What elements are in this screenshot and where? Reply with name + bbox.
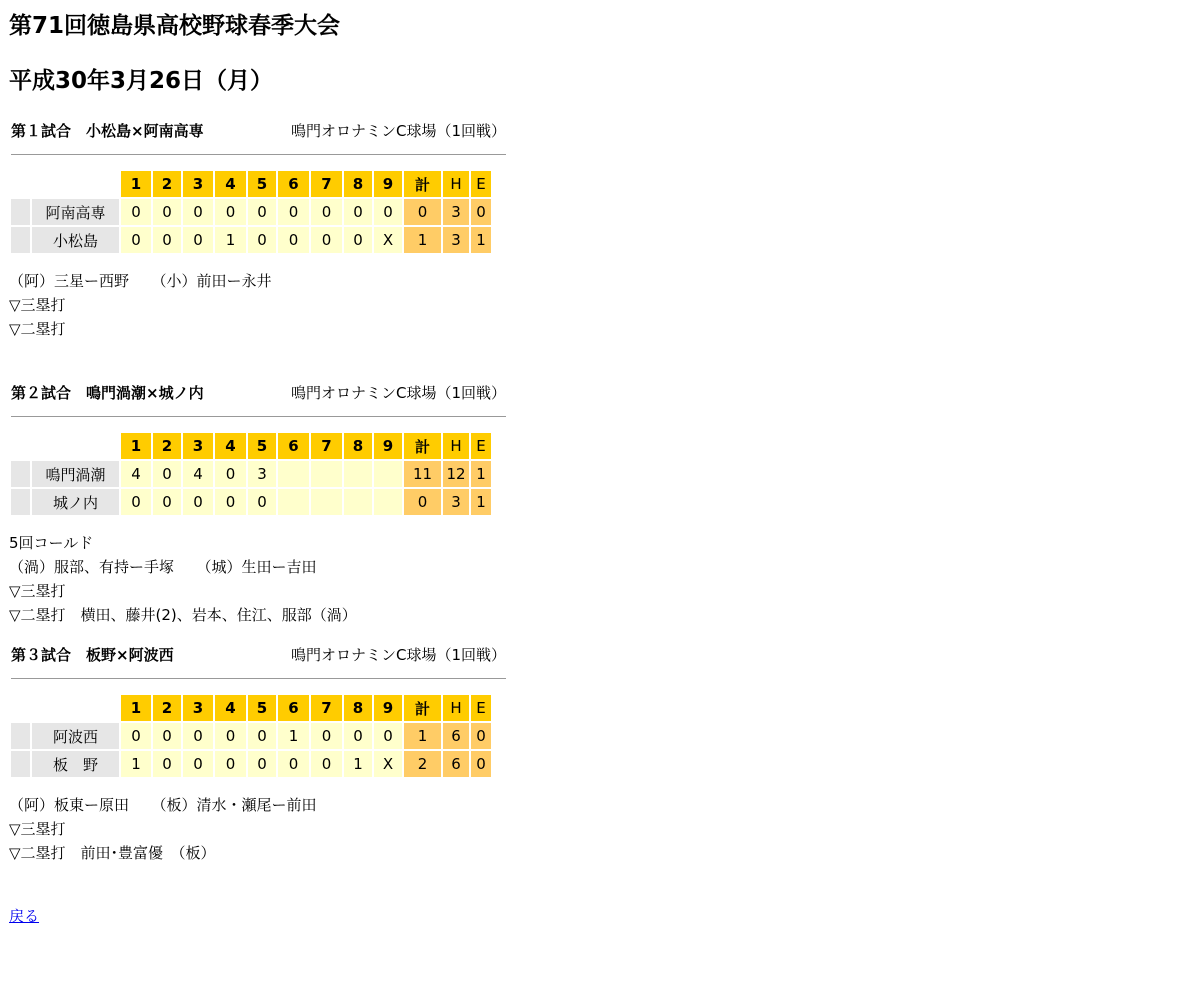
divider xyxy=(11,678,506,679)
note-line: 5回コールド xyxy=(9,534,94,552)
scoreboard-header-row xyxy=(11,171,491,197)
inning-score: 0 xyxy=(311,723,342,749)
game-block xyxy=(9,382,509,512)
inning-score: 0 xyxy=(248,199,276,225)
inning-score: 0 xyxy=(183,489,213,515)
inning-header: 6 xyxy=(278,171,309,197)
row-marker xyxy=(11,461,30,487)
score-row xyxy=(11,489,491,515)
game-header xyxy=(9,644,506,666)
hits-value: 3 xyxy=(443,489,469,515)
inning-header: 4 xyxy=(215,695,246,721)
game-header xyxy=(9,120,506,142)
game-notes xyxy=(9,531,357,627)
page xyxy=(0,0,1200,107)
scoreboard-header-row xyxy=(11,433,491,459)
errors-header: E xyxy=(471,171,491,197)
page-date: 平成30年3月26日（月） xyxy=(9,68,274,94)
inning-score: 0 xyxy=(278,199,309,225)
note-line: ▽二塁打 横田、藤井(2)、岩本、住江、服部（渦） xyxy=(9,606,357,624)
note-line: （渦）服部、有持ー手塚 （城）生田ー吉田 xyxy=(9,558,317,576)
header-blank-cell xyxy=(11,433,30,459)
inning-score xyxy=(344,461,372,487)
hits-value: 6 xyxy=(443,723,469,749)
inning-header: 6 xyxy=(278,433,309,459)
inning-score: 0 xyxy=(121,227,151,253)
score-row xyxy=(11,461,491,487)
inning-header: 6 xyxy=(278,695,309,721)
row-marker xyxy=(11,489,30,515)
inning-header: 7 xyxy=(311,171,342,197)
inning-score: 0 xyxy=(248,489,276,515)
row-marker xyxy=(11,723,30,749)
inning-header: 8 xyxy=(344,171,372,197)
inning-header: 1 xyxy=(121,433,151,459)
inning-header: 7 xyxy=(311,433,342,459)
inning-score: 0 xyxy=(121,723,151,749)
total-value: 0 xyxy=(404,199,441,225)
header-blank-cell xyxy=(11,695,30,721)
game-venue: 鳴門オロナミンC球場（1回戦） xyxy=(290,384,506,402)
game-block xyxy=(9,120,509,250)
errors-value: 1 xyxy=(471,227,491,253)
inning-score: 0 xyxy=(215,489,246,515)
note-line: ▽三塁打 xyxy=(9,820,66,838)
inning-score: 0 xyxy=(153,489,181,515)
page-title: 第71回徳島県高校野球春季大会 xyxy=(9,13,341,39)
inning-header: 5 xyxy=(248,171,276,197)
row-marker xyxy=(11,751,30,777)
total-header: 計 xyxy=(404,433,441,459)
game-title: 第３試合 板野×阿波西 xyxy=(11,646,174,664)
total-value: 2 xyxy=(404,751,441,777)
inning-header: 2 xyxy=(153,433,181,459)
inning-score xyxy=(344,489,372,515)
row-marker xyxy=(11,199,30,225)
errors-value: 0 xyxy=(471,199,491,225)
inning-score xyxy=(374,461,402,487)
inning-score: 3 xyxy=(248,461,276,487)
inning-score: 0 xyxy=(311,751,342,777)
inning-score: 1 xyxy=(121,751,151,777)
inning-score: 0 xyxy=(248,227,276,253)
total-header: 計 xyxy=(404,695,441,721)
inning-score: 0 xyxy=(248,751,276,777)
inning-score xyxy=(311,489,342,515)
note-line: （阿）三星ー西野 （小）前田ー永井 xyxy=(9,272,272,290)
game-block xyxy=(9,644,509,774)
scoreboard-table xyxy=(9,169,493,255)
inning-score: 0 xyxy=(183,199,213,225)
inning-score xyxy=(374,489,402,515)
inning-score: 0 xyxy=(344,199,372,225)
divider xyxy=(11,416,506,417)
inning-score xyxy=(311,461,342,487)
header-blank-cell xyxy=(32,433,119,459)
inning-score: 1 xyxy=(215,227,246,253)
hits-header: H xyxy=(443,695,469,721)
inning-score: 0 xyxy=(215,461,246,487)
total-value: 0 xyxy=(404,489,441,515)
inning-score: 0 xyxy=(183,723,213,749)
inning-header: 7 xyxy=(311,695,342,721)
game-header xyxy=(9,382,506,404)
team-name: 鳴門渦潮 xyxy=(32,461,119,487)
hits-value: 12 xyxy=(443,461,469,487)
note-line: ▽三塁打 xyxy=(9,296,66,314)
team-name: 阿南高専 xyxy=(32,199,119,225)
game-notes xyxy=(9,269,272,341)
inning-score: X xyxy=(374,227,402,253)
errors-value: 0 xyxy=(471,723,491,749)
inning-score: 0 xyxy=(183,227,213,253)
errors-value: 0 xyxy=(471,751,491,777)
score-row xyxy=(11,751,491,777)
note-line: ▽三塁打 xyxy=(9,582,66,600)
inning-score: 4 xyxy=(121,461,151,487)
inning-header: 4 xyxy=(215,171,246,197)
hits-value: 3 xyxy=(443,199,469,225)
inning-header: 8 xyxy=(344,433,372,459)
inning-header: 3 xyxy=(183,171,213,197)
inning-score: 0 xyxy=(153,751,181,777)
inning-score: 4 xyxy=(183,461,213,487)
inning-header: 5 xyxy=(248,695,276,721)
game-venue: 鳴門オロナミンC球場（1回戦） xyxy=(290,646,506,664)
inning-header: 3 xyxy=(183,695,213,721)
inning-header: 5 xyxy=(248,433,276,459)
inning-header: 9 xyxy=(374,695,402,721)
total-value: 1 xyxy=(404,227,441,253)
inning-score: 0 xyxy=(153,227,181,253)
inning-header: 2 xyxy=(153,695,181,721)
back-link[interactable]: 戻る xyxy=(9,907,40,925)
inning-score: 0 xyxy=(153,723,181,749)
note-line: ▽二塁打 xyxy=(9,320,66,338)
inning-score xyxy=(278,489,309,515)
inning-header: 1 xyxy=(121,171,151,197)
inning-score: 0 xyxy=(248,723,276,749)
total-header: 計 xyxy=(404,171,441,197)
inning-header: 9 xyxy=(374,433,402,459)
errors-header: E xyxy=(471,695,491,721)
scoreboard-table xyxy=(9,431,493,517)
errors-value: 1 xyxy=(471,489,491,515)
inning-score: 0 xyxy=(215,723,246,749)
inning-score: 0 xyxy=(311,227,342,253)
errors-value: 1 xyxy=(471,461,491,487)
inning-score: 0 xyxy=(344,723,372,749)
hits-header: H xyxy=(443,433,469,459)
team-name: 城ノ内 xyxy=(32,489,119,515)
inning-score: 0 xyxy=(183,751,213,777)
inning-score: 0 xyxy=(153,199,181,225)
header-blank-cell xyxy=(32,695,119,721)
row-marker xyxy=(11,227,30,253)
inning-header: 3 xyxy=(183,433,213,459)
game-title: 第１試合 小松島×阿南高専 xyxy=(11,122,204,140)
errors-header: E xyxy=(471,433,491,459)
header-blank-cell xyxy=(11,171,30,197)
team-name: 阿波西 xyxy=(32,723,119,749)
inning-score: 0 xyxy=(215,751,246,777)
inning-score: 0 xyxy=(121,199,151,225)
header-blank-cell xyxy=(32,171,119,197)
inning-score: 0 xyxy=(374,723,402,749)
inning-score: 1 xyxy=(278,723,309,749)
game-notes xyxy=(9,793,317,865)
inning-score: 0 xyxy=(278,751,309,777)
inning-score xyxy=(278,461,309,487)
total-value: 11 xyxy=(404,461,441,487)
inning-score: 1 xyxy=(344,751,372,777)
inning-header: 8 xyxy=(344,695,372,721)
scoreboard-table xyxy=(9,693,493,779)
team-name: 板 野 xyxy=(32,751,119,777)
inning-score: 0 xyxy=(121,489,151,515)
inning-score: 0 xyxy=(374,199,402,225)
hits-value: 3 xyxy=(443,227,469,253)
divider xyxy=(11,154,506,155)
hits-header: H xyxy=(443,171,469,197)
score-row xyxy=(11,723,491,749)
hits-value: 6 xyxy=(443,751,469,777)
inning-score: 0 xyxy=(278,227,309,253)
game-title: 第２試合 鳴門渦潮×城ノ内 xyxy=(11,384,204,402)
note-line: （阿）板東ー原田 （板）清水・瀬尾ー前田 xyxy=(9,796,317,814)
note-line: ▽二塁打 前田･豊富優 （板） xyxy=(9,844,216,862)
score-row xyxy=(11,199,491,225)
inning-score: 0 xyxy=(153,461,181,487)
inning-header: 1 xyxy=(121,695,151,721)
team-name: 小松島 xyxy=(32,227,119,253)
score-row xyxy=(11,227,491,253)
inning-score: X xyxy=(374,751,402,777)
inning-score: 0 xyxy=(215,199,246,225)
inning-header: 4 xyxy=(215,433,246,459)
inning-score: 0 xyxy=(344,227,372,253)
inning-score: 0 xyxy=(311,199,342,225)
inning-header: 9 xyxy=(374,171,402,197)
game-venue: 鳴門オロナミンC球場（1回戦） xyxy=(290,122,506,140)
inning-header: 2 xyxy=(153,171,181,197)
total-value: 1 xyxy=(404,723,441,749)
scoreboard-header-row xyxy=(11,695,491,721)
